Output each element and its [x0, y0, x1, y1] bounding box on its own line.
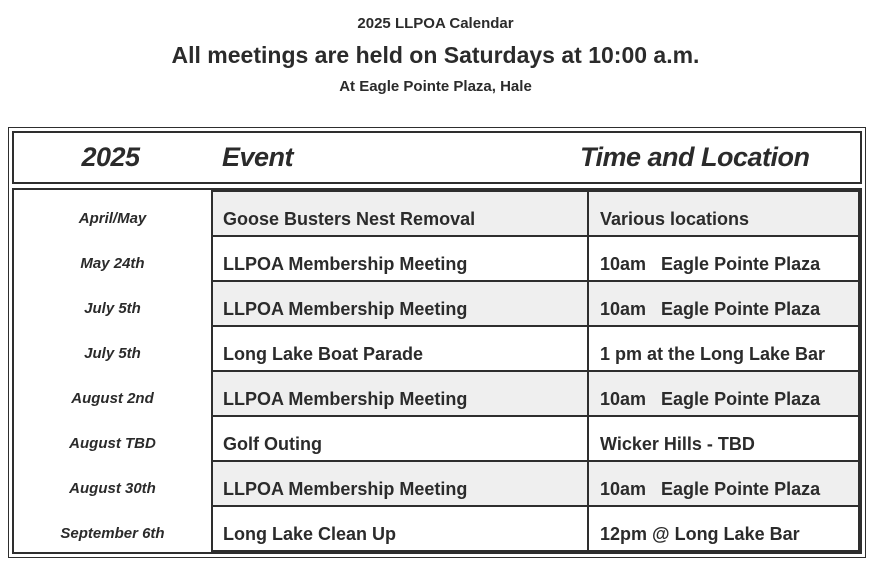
calendar-rows: [14, 190, 860, 552]
column-header-event: Event: [222, 142, 294, 172]
date-cell: July 5th: [84, 345, 141, 362]
date-cell: September 6th: [60, 525, 165, 542]
document-header: [0, 0, 871, 96]
event-cell: Long Lake Clean Up: [212, 506, 588, 551]
table-row: [14, 506, 859, 551]
time-location-cell: 1 pm at the Long Lake Bar: [588, 326, 859, 371]
table-row: [14, 236, 859, 281]
table-row: [14, 416, 859, 461]
event-cell: LLPOA Membership Meeting: [212, 461, 588, 506]
event-cell: Golf Outing: [212, 416, 588, 461]
event-cell: LLPOA Membership Meeting: [212, 281, 588, 326]
event-cell: Long Lake Boat Parade: [212, 326, 588, 371]
time-location-cell: Various locations: [588, 191, 859, 236]
table-row: [14, 461, 859, 506]
column-header-year: 2025: [81, 142, 140, 172]
time-location-cell: 10am Eagle Pointe Plaza: [588, 281, 859, 326]
page-subtitle: All meetings are held on Saturdays at 10:00 a.m.: [171, 42, 700, 68]
column-header-time-location: Time and Location: [580, 142, 810, 172]
date-cell: July 5th: [84, 300, 141, 317]
event-cell: LLPOA Membership Meeting: [212, 236, 588, 281]
time-location-cell: 10am Eagle Pointe Plaza: [588, 371, 859, 416]
date-cell: August 30th: [69, 480, 156, 497]
time-location-cell: 10am Eagle Pointe Plaza: [588, 236, 859, 281]
location-note: At Eagle Pointe Plaza, Hale: [339, 78, 532, 95]
time-location-cell: 12pm @ Long Lake Bar: [588, 506, 859, 551]
table-body: [12, 188, 862, 554]
table-row: [14, 326, 859, 371]
page-title: 2025 LLPOA Calendar: [357, 15, 514, 32]
event-cell: Goose Busters Nest Removal: [212, 191, 588, 236]
time-location-cell: 10am Eagle Pointe Plaza: [588, 461, 859, 506]
table-row: [14, 281, 859, 326]
date-cell: April/May: [78, 210, 147, 227]
table-row: [14, 371, 859, 416]
time-location-cell: Wicker Hills - TBD: [588, 416, 859, 461]
table-row: [14, 191, 859, 236]
calendar-table: [8, 127, 866, 558]
date-cell: August 2nd: [71, 390, 154, 407]
table-header-row: [12, 131, 862, 184]
date-cell: August TBD: [69, 435, 156, 452]
date-cell: May 24th: [80, 255, 145, 272]
event-cell: LLPOA Membership Meeting: [212, 371, 588, 416]
